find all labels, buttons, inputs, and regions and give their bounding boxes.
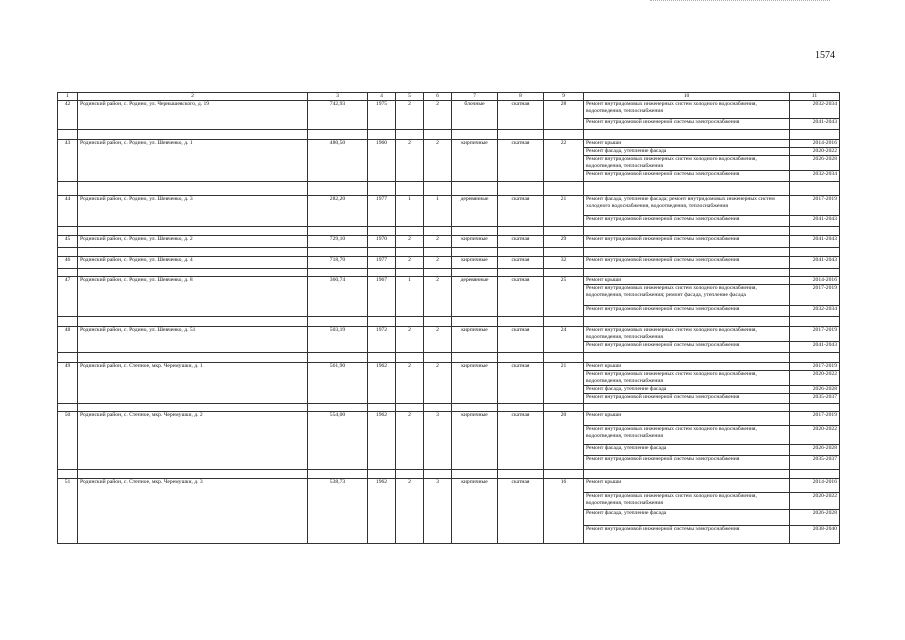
work-period-cell: 2041-2043: [790, 215, 840, 226]
work-type-cell: Ремонт внутридомовых инженерных систем холодного водоснабжения, водоотведения, теплоснабжения: [584, 155, 790, 170]
gap-cell: [308, 403, 368, 411]
work-type-cell: Ремонт фасада, утепление фасада: [584, 147, 790, 155]
work-type-cell: Ремонт крыши: [584, 478, 790, 492]
work-type-cell: Ремонт крыши: [584, 362, 790, 370]
year-cell: 1975: [368, 101, 396, 130]
gap-cell: [58, 469, 78, 478]
repair-schedule-table: [57, 92, 840, 544]
entrances-cell: 2: [424, 140, 452, 182]
work-period-cell: 2026-2028: [790, 444, 840, 455]
year-cell: 1962: [368, 478, 396, 543]
wall-material-cell: кирпичные: [452, 478, 498, 543]
gap-cell: [498, 181, 544, 195]
apartments-cell: 25: [544, 276, 584, 316]
year-cell: 1962: [368, 362, 396, 403]
work-type-cell: Ремонт внутридомовой инженерной системы электроснабжения: [584, 119, 790, 130]
work-type-cell: Ремонт фасада, утепление фасада: [584, 444, 790, 455]
work-period-cell: 2041-2043: [790, 341, 840, 352]
gap-cell: [396, 247, 424, 256]
gap-cell: [544, 316, 584, 326]
gap-cell: [452, 469, 498, 478]
gap-cell: [452, 247, 498, 256]
address-cell: Родинский район, с. Родино, ул. Шевченко, д. 2: [78, 235, 308, 247]
gap-cell: [452, 226, 498, 235]
wall-material-cell: деревянные: [452, 276, 498, 316]
wall-material-cell: блочные: [452, 101, 498, 130]
gap-cell: [790, 226, 840, 235]
floors-cell: 2: [396, 101, 424, 130]
wall-material-cell: кирпичные: [452, 326, 498, 352]
gap-cell: [368, 268, 396, 276]
gap-cell: [544, 181, 584, 195]
gap-cell: [78, 247, 308, 256]
floors-cell: 2: [396, 235, 424, 247]
gap-cell: [308, 316, 368, 326]
gap-cell: [368, 130, 396, 140]
house-number-cell: 44: [58, 195, 78, 226]
house-number-cell: 42: [58, 101, 78, 130]
gap-cell: [78, 181, 308, 195]
column-number-row: [58, 93, 840, 101]
wall-material-cell: кирпичные: [452, 411, 498, 469]
gap-cell: [368, 469, 396, 478]
gap-cell: [452, 316, 498, 326]
gap-cell: [498, 130, 544, 140]
gap-cell: [584, 247, 790, 256]
gap-cell: [424, 469, 452, 478]
gap-cell: [308, 226, 368, 235]
address-cell: Родинский район, с. Степное, мкр. Черемушки, д. 2: [78, 411, 308, 469]
roof-type-cell: скатная: [498, 101, 544, 130]
gap-cell: [452, 181, 498, 195]
floors-cell: 1: [396, 276, 424, 316]
gap-cell: [396, 130, 424, 140]
work-period-cell: 2032-2034: [790, 170, 840, 181]
gap-cell: [544, 268, 584, 276]
gap-cell: [58, 130, 78, 140]
gap-cell: [544, 247, 584, 256]
gap-cell: [790, 130, 840, 140]
gap-cell: [78, 268, 308, 276]
work-type-cell: Ремонт внутридомовых инженерных систем холодного водоснабжения, водоотведения, теплоснабжения: [584, 370, 790, 385]
row-gap: [58, 316, 840, 326]
gap-cell: [78, 469, 308, 478]
address-cell: Родинский район, с. Степное, мкр. Черемушки, д. 1: [78, 362, 308, 403]
entrances-cell: 2: [424, 101, 452, 130]
gap-cell: [78, 352, 308, 362]
row-gap: [58, 352, 840, 362]
gap-cell: [308, 181, 368, 195]
table-row: [58, 276, 840, 284]
roof-type-cell: скатная: [498, 362, 544, 403]
gap-cell: [790, 181, 840, 195]
work-period-cell: 2014-2016: [790, 276, 840, 284]
gap-cell: [790, 247, 840, 256]
column-number: 1: [58, 93, 78, 101]
entrances-cell: 2: [424, 326, 452, 352]
work-period-cell: 2014-2016: [790, 140, 840, 148]
gap-cell: [424, 403, 452, 411]
house-number-cell: 43: [58, 140, 78, 182]
gap-cell: [396, 268, 424, 276]
work-period-cell: 2026-2028: [790, 509, 840, 525]
work-period-cell: 2017-2019: [790, 195, 840, 215]
table-row: [58, 195, 840, 215]
apartments-cell: 21: [544, 362, 584, 403]
roof-type-cell: скатная: [498, 256, 544, 268]
gap-cell: [424, 316, 452, 326]
row-gap: [58, 403, 840, 411]
gap-cell: [790, 403, 840, 411]
gap-cell: [368, 352, 396, 362]
gap-cell: [498, 226, 544, 235]
gap-cell: [790, 316, 840, 326]
gap-cell: [424, 268, 452, 276]
table-row: [58, 256, 840, 268]
floors-cell: 2: [396, 256, 424, 268]
address-cell: Родинский район, с. Родино, ул. Чернышевского, д. 19: [78, 101, 308, 130]
work-type-cell: Ремонт внутридомовых инженерных систем холодного водоснабжения, водоотведения, теплоснабжения: [584, 492, 790, 509]
table-row: [58, 478, 840, 492]
area-cell: 538,73: [308, 478, 368, 543]
apartments-cell: 24: [544, 326, 584, 352]
gap-cell: [544, 352, 584, 362]
work-period-cell: 2041-2043: [790, 119, 840, 130]
area-cell: 503,19: [308, 326, 368, 352]
entrances-cell: 2: [424, 362, 452, 403]
area-cell: 282,20: [308, 195, 368, 226]
page-number: 1574: [815, 50, 835, 61]
apartments-cell: 22: [544, 140, 584, 182]
gap-cell: [498, 268, 544, 276]
work-period-cell: 2017-2019: [790, 326, 840, 341]
work-period-cell: 2017-2019: [790, 362, 840, 370]
apartments-cell: 21: [544, 195, 584, 226]
gap-cell: [584, 130, 790, 140]
row-gap: [58, 469, 840, 478]
work-type-cell: Ремонт фасада, утепление фасада: [584, 385, 790, 393]
work-period-cell: 2026-2028: [790, 385, 840, 393]
gap-cell: [584, 181, 790, 195]
address-cell: Родинский район, с. Родино, ул. Шевченко, д. 1: [78, 140, 308, 182]
table-row: [58, 140, 840, 148]
area-cell: 360,74: [308, 276, 368, 316]
floors-cell: 1: [396, 195, 424, 226]
table-row: [58, 235, 840, 247]
work-period-cell: 2020-2022: [790, 370, 840, 385]
work-period-cell: 2020-2022: [790, 492, 840, 509]
gap-cell: [790, 469, 840, 478]
gap-cell: [424, 352, 452, 362]
work-type-cell: Ремонт внутридомовой инженерной системы электроснабжения: [584, 305, 790, 316]
house-number-cell: 45: [58, 235, 78, 247]
year-cell: 1977: [368, 256, 396, 268]
work-type-cell: Ремонт внутридомовых инженерных систем холодного водоснабжения, водоотведения, теплоснабжения: [584, 326, 790, 341]
gap-cell: [368, 181, 396, 195]
roof-type-cell: скатная: [498, 140, 544, 182]
gap-cell: [452, 403, 498, 411]
work-type-cell: Ремонт фасада, утепление фасада: [584, 509, 790, 525]
gap-cell: [544, 130, 584, 140]
work-period-cell: 2032-2034: [790, 101, 840, 119]
column-number: 11: [790, 93, 840, 101]
gap-cell: [308, 247, 368, 256]
address-cell: Родинский район, с. Родино, ул. Шевченко, д. 4: [78, 256, 308, 268]
gap-cell: [584, 403, 790, 411]
gap-cell: [396, 352, 424, 362]
gap-cell: [584, 226, 790, 235]
gap-cell: [78, 316, 308, 326]
column-number: 9: [544, 93, 584, 101]
entrances-cell: 3: [424, 478, 452, 543]
apartments-cell: 16: [544, 478, 584, 543]
column-number: 7: [452, 93, 498, 101]
gap-cell: [452, 268, 498, 276]
table-row: [58, 411, 840, 425]
year-cell: 1972: [368, 326, 396, 352]
gap-cell: [544, 403, 584, 411]
work-period-cell: 2041-2043: [790, 235, 840, 247]
area-cell: 729,10: [308, 235, 368, 247]
work-type-cell: Ремонт внутридомовых инженерных систем холодного водоснабжения, водоотведения, теплоснабжения; ремонт фасада, утепление фасада: [584, 284, 790, 305]
work-period-cell: 2020-2022: [790, 425, 840, 444]
work-type-cell: Ремонт внутридомовых инженерных систем холодного водоснабжения, водоотведения, теплоснабжения: [584, 101, 790, 119]
work-period-cell: 2032-2034: [790, 305, 840, 316]
roof-type-cell: скатная: [498, 326, 544, 352]
column-number: 3: [308, 93, 368, 101]
gap-cell: [396, 181, 424, 195]
gap-cell: [790, 352, 840, 362]
area-cell: 554,00: [308, 411, 368, 469]
address-cell: Родинский район, с. Родино, ул. Шевченко, д. 51: [78, 326, 308, 352]
gap-cell: [452, 352, 498, 362]
roof-type-cell: скатная: [498, 411, 544, 469]
work-type-cell: Ремонт внутридомовой инженерной системы электроснабжения: [584, 525, 790, 543]
gap-cell: [498, 247, 544, 256]
area-cell: 561,90: [308, 362, 368, 403]
gap-cell: [78, 226, 308, 235]
column-number: 6: [424, 93, 452, 101]
house-number-cell: 46: [58, 256, 78, 268]
gap-cell: [424, 247, 452, 256]
row-gap: [58, 268, 840, 276]
entrances-cell: 1: [424, 195, 452, 226]
year-cell: 1977: [368, 195, 396, 226]
gap-cell: [424, 226, 452, 235]
house-number-cell: 49: [58, 362, 78, 403]
gap-cell: [308, 130, 368, 140]
entrances-cell: 2: [424, 276, 452, 316]
wall-material-cell: кирпичные: [452, 140, 498, 182]
entrances-cell: 2: [424, 235, 452, 247]
house-number-cell: 50: [58, 411, 78, 469]
gap-cell: [584, 316, 790, 326]
apartments-cell: 29: [544, 235, 584, 247]
work-type-cell: Ремонт внутридомовой инженерной системы электроснабжения: [584, 170, 790, 181]
column-number: 2: [78, 93, 308, 101]
year-cell: 1970: [368, 235, 396, 247]
floors-cell: 2: [396, 326, 424, 352]
area-cell: 480,50: [308, 140, 368, 182]
year-cell: 1967: [368, 276, 396, 316]
table-body: [58, 93, 840, 544]
gap-cell: [396, 469, 424, 478]
scan-artifact: [650, 0, 830, 4]
column-number: 4: [368, 93, 396, 101]
roof-type-cell: скатная: [498, 276, 544, 316]
entrances-cell: 2: [424, 256, 452, 268]
table-row: [58, 362, 840, 370]
gap-cell: [424, 130, 452, 140]
gap-cell: [58, 403, 78, 411]
gap-cell: [584, 268, 790, 276]
row-gap: [58, 226, 840, 235]
gap-cell: [58, 247, 78, 256]
gap-cell: [396, 403, 424, 411]
column-number: 5: [396, 93, 424, 101]
floors-cell: 2: [396, 362, 424, 403]
gap-cell: [584, 469, 790, 478]
work-type-cell: Ремонт внутридомовой инженерной системы электроснабжения: [584, 215, 790, 226]
apartments-cell: 32: [544, 256, 584, 268]
apartments-cell: 28: [544, 101, 584, 130]
roof-type-cell: скатная: [498, 478, 544, 543]
roof-type-cell: скатная: [498, 235, 544, 247]
work-type-cell: Ремонт внутридомовой инженерной системы электроснабжения: [584, 341, 790, 352]
roof-type-cell: скатная: [498, 195, 544, 226]
work-period-cell: 2014-2016: [790, 478, 840, 492]
gap-cell: [498, 352, 544, 362]
gap-cell: [58, 226, 78, 235]
gap-cell: [544, 226, 584, 235]
gap-cell: [58, 352, 78, 362]
gap-cell: [308, 469, 368, 478]
area-cell: 742,93: [308, 101, 368, 130]
apartments-cell: 20: [544, 411, 584, 469]
address-cell: Родинский район, с. Родино, ул. Шевченко, д. 3: [78, 195, 308, 226]
gap-cell: [544, 469, 584, 478]
work-period-cell: 2035-2037: [790, 393, 840, 403]
wall-material-cell: кирпичные: [452, 235, 498, 247]
year-cell: 1962: [368, 411, 396, 469]
gap-cell: [498, 316, 544, 326]
year-cell: 1960: [368, 140, 396, 182]
floors-cell: 2: [396, 478, 424, 543]
gap-cell: [396, 226, 424, 235]
work-period-cell: 2026-2028: [790, 155, 840, 170]
gap-cell: [424, 181, 452, 195]
gap-cell: [308, 352, 368, 362]
table-row: [58, 326, 840, 341]
column-number: 10: [584, 93, 790, 101]
gap-cell: [368, 226, 396, 235]
work-period-cell: 2020-2022: [790, 147, 840, 155]
house-number-cell: 47: [58, 276, 78, 316]
gap-cell: [78, 130, 308, 140]
gap-cell: [308, 268, 368, 276]
house-number-cell: 51: [58, 478, 78, 543]
work-period-cell: 2038-2040: [790, 525, 840, 543]
gap-cell: [498, 403, 544, 411]
wall-material-cell: деревянные: [452, 195, 498, 226]
row-gap: [58, 181, 840, 195]
floors-cell: 2: [396, 140, 424, 182]
table-row: [58, 101, 840, 119]
gap-cell: [78, 403, 308, 411]
gap-cell: [790, 268, 840, 276]
gap-cell: [368, 316, 396, 326]
floors-cell: 2: [396, 411, 424, 469]
work-type-cell: Ремонт фасада, утепление фасада; ремонт внутридомовых инженерных систем холодного водоснабжения, водоотведения, теплоснабжения: [584, 195, 790, 215]
address-cell: Родинский район, с. Родино, ул. Шевченко, д. 8: [78, 276, 308, 316]
gap-cell: [584, 352, 790, 362]
work-type-cell: Ремонт внутридомовой инженерной системы электроснабжения: [584, 455, 790, 469]
gap-cell: [498, 469, 544, 478]
gap-cell: [58, 181, 78, 195]
gap-cell: [452, 130, 498, 140]
row-gap: [58, 247, 840, 256]
gap-cell: [368, 247, 396, 256]
work-period-cell: 2041-2043: [790, 256, 840, 268]
address-cell: Родинский район, с. Степное, мкр. Черемушки, д. 3: [78, 478, 308, 543]
work-type-cell: Ремонт внутридомовых инженерных систем холодного водоснабжения, водоотведения, теплоснабжения: [584, 425, 790, 444]
work-type-cell: Ремонт крыши: [584, 140, 790, 148]
work-type-cell: Ремонт крыши: [584, 411, 790, 425]
work-type-cell: Ремонт крыши: [584, 276, 790, 284]
work-type-cell: Ремонт внутридомовой инженерной системы электроснабжения: [584, 393, 790, 403]
work-period-cell: 2035-2037: [790, 455, 840, 469]
work-type-cell: Ремонт внутридомовой инженерной системы электроснабжения: [584, 256, 790, 268]
gap-cell: [58, 316, 78, 326]
gap-cell: [368, 403, 396, 411]
work-period-cell: 2017-2019: [790, 411, 840, 425]
work-period-cell: 2017-2019: [790, 284, 840, 305]
wall-material-cell: кирпичные: [452, 362, 498, 403]
row-gap: [58, 130, 840, 140]
gap-cell: [396, 316, 424, 326]
column-number: 8: [498, 93, 544, 101]
work-type-cell: Ремонт внутридомовой инженерной системы электроснабжения: [584, 235, 790, 247]
area-cell: 718,70: [308, 256, 368, 268]
gap-cell: [58, 268, 78, 276]
wall-material-cell: кирпичные: [452, 256, 498, 268]
house-number-cell: 48: [58, 326, 78, 352]
entrances-cell: 3: [424, 411, 452, 469]
